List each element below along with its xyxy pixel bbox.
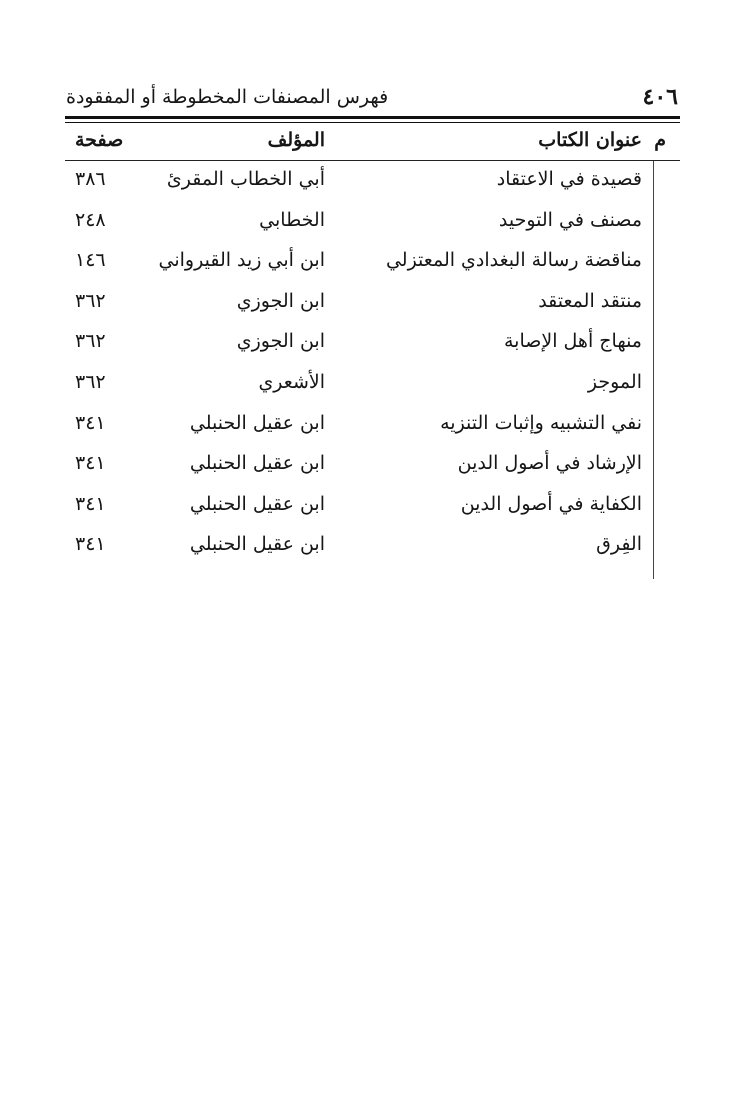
book-title: منهاج أهل الإصابة	[503, 330, 642, 353]
running-title: فهرس المصنفات المخطوطة أو المفقودة	[66, 86, 389, 108]
book-author: ابن عقيل الحنبلي	[189, 411, 325, 434]
column-header-number: م	[654, 129, 666, 151]
book-title: منتقد المعتقد	[538, 289, 642, 312]
book-title: الفِرق	[596, 533, 642, 556]
column-header-title: عنوان الكتاب	[538, 129, 642, 151]
table-row	[65, 162, 680, 203]
book-title: الكفاية في أصول الدين	[460, 492, 642, 515]
book-author: الأشعري	[258, 370, 325, 393]
books-index-table	[65, 124, 680, 568]
book-author: ابن أبي زيد القيرواني	[158, 249, 325, 272]
book-page-ref: ٣٨٦	[75, 168, 106, 190]
book-title: الموجز	[587, 370, 642, 393]
table-row	[65, 203, 680, 244]
book-author: ابن عقيل الحنبلي	[189, 452, 325, 475]
book-title: مصنف في التوحيد	[498, 208, 642, 231]
book-page-ref: ١٤٦	[75, 249, 106, 272]
book-page-ref: ٣٤١	[75, 533, 106, 556]
table-row	[65, 406, 680, 447]
book-page-ref: ٣٤١	[75, 411, 106, 434]
number-column-divider	[653, 161, 654, 579]
book-page-ref: ٣٦٢	[75, 330, 106, 353]
table-row	[65, 365, 680, 406]
book-author: ابن عقيل الحنبلي	[189, 492, 325, 515]
book-page-ref: ٣٤١	[75, 492, 106, 515]
book-title: قصيدة في الاعتقاد	[496, 168, 642, 190]
table-row	[65, 527, 680, 568]
table-header-row	[65, 124, 680, 162]
running-head	[62, 84, 680, 114]
book-author: ابن الجوزي	[236, 289, 325, 312]
table-row	[65, 284, 680, 325]
book-title: الإرشاد في أصول الدين	[457, 452, 642, 475]
book-title: نفي التشبيه وإثبات التنزيه	[440, 411, 642, 434]
page-number: ٤٠٦	[642, 84, 678, 110]
book-author: ابن عقيل الحنبلي	[189, 533, 325, 556]
column-header-author: المؤلف	[267, 129, 325, 151]
book-page-ref: ٣٤١	[75, 452, 106, 475]
column-header-page: صفحة	[75, 129, 124, 151]
book-page-ref: ٣٦٢	[75, 289, 106, 312]
book-author: أبي الخطاب المقرئ	[166, 168, 325, 190]
table-row	[65, 446, 680, 487]
header-rule-thin	[65, 122, 680, 123]
book-page-ref: ٣٦٢	[75, 370, 106, 393]
book-author: ابن الجوزي	[236, 330, 325, 353]
header-rule-thick	[65, 116, 680, 119]
book-author: الخطابي	[259, 208, 325, 231]
book-page-ref: ٢٤٨	[75, 208, 106, 231]
table-row	[65, 487, 680, 528]
book-title: مناقضة رسالة البغدادي المعتزلي	[385, 249, 642, 272]
table-header-divider	[65, 160, 680, 161]
table-row	[65, 324, 680, 365]
table-row	[65, 243, 680, 284]
